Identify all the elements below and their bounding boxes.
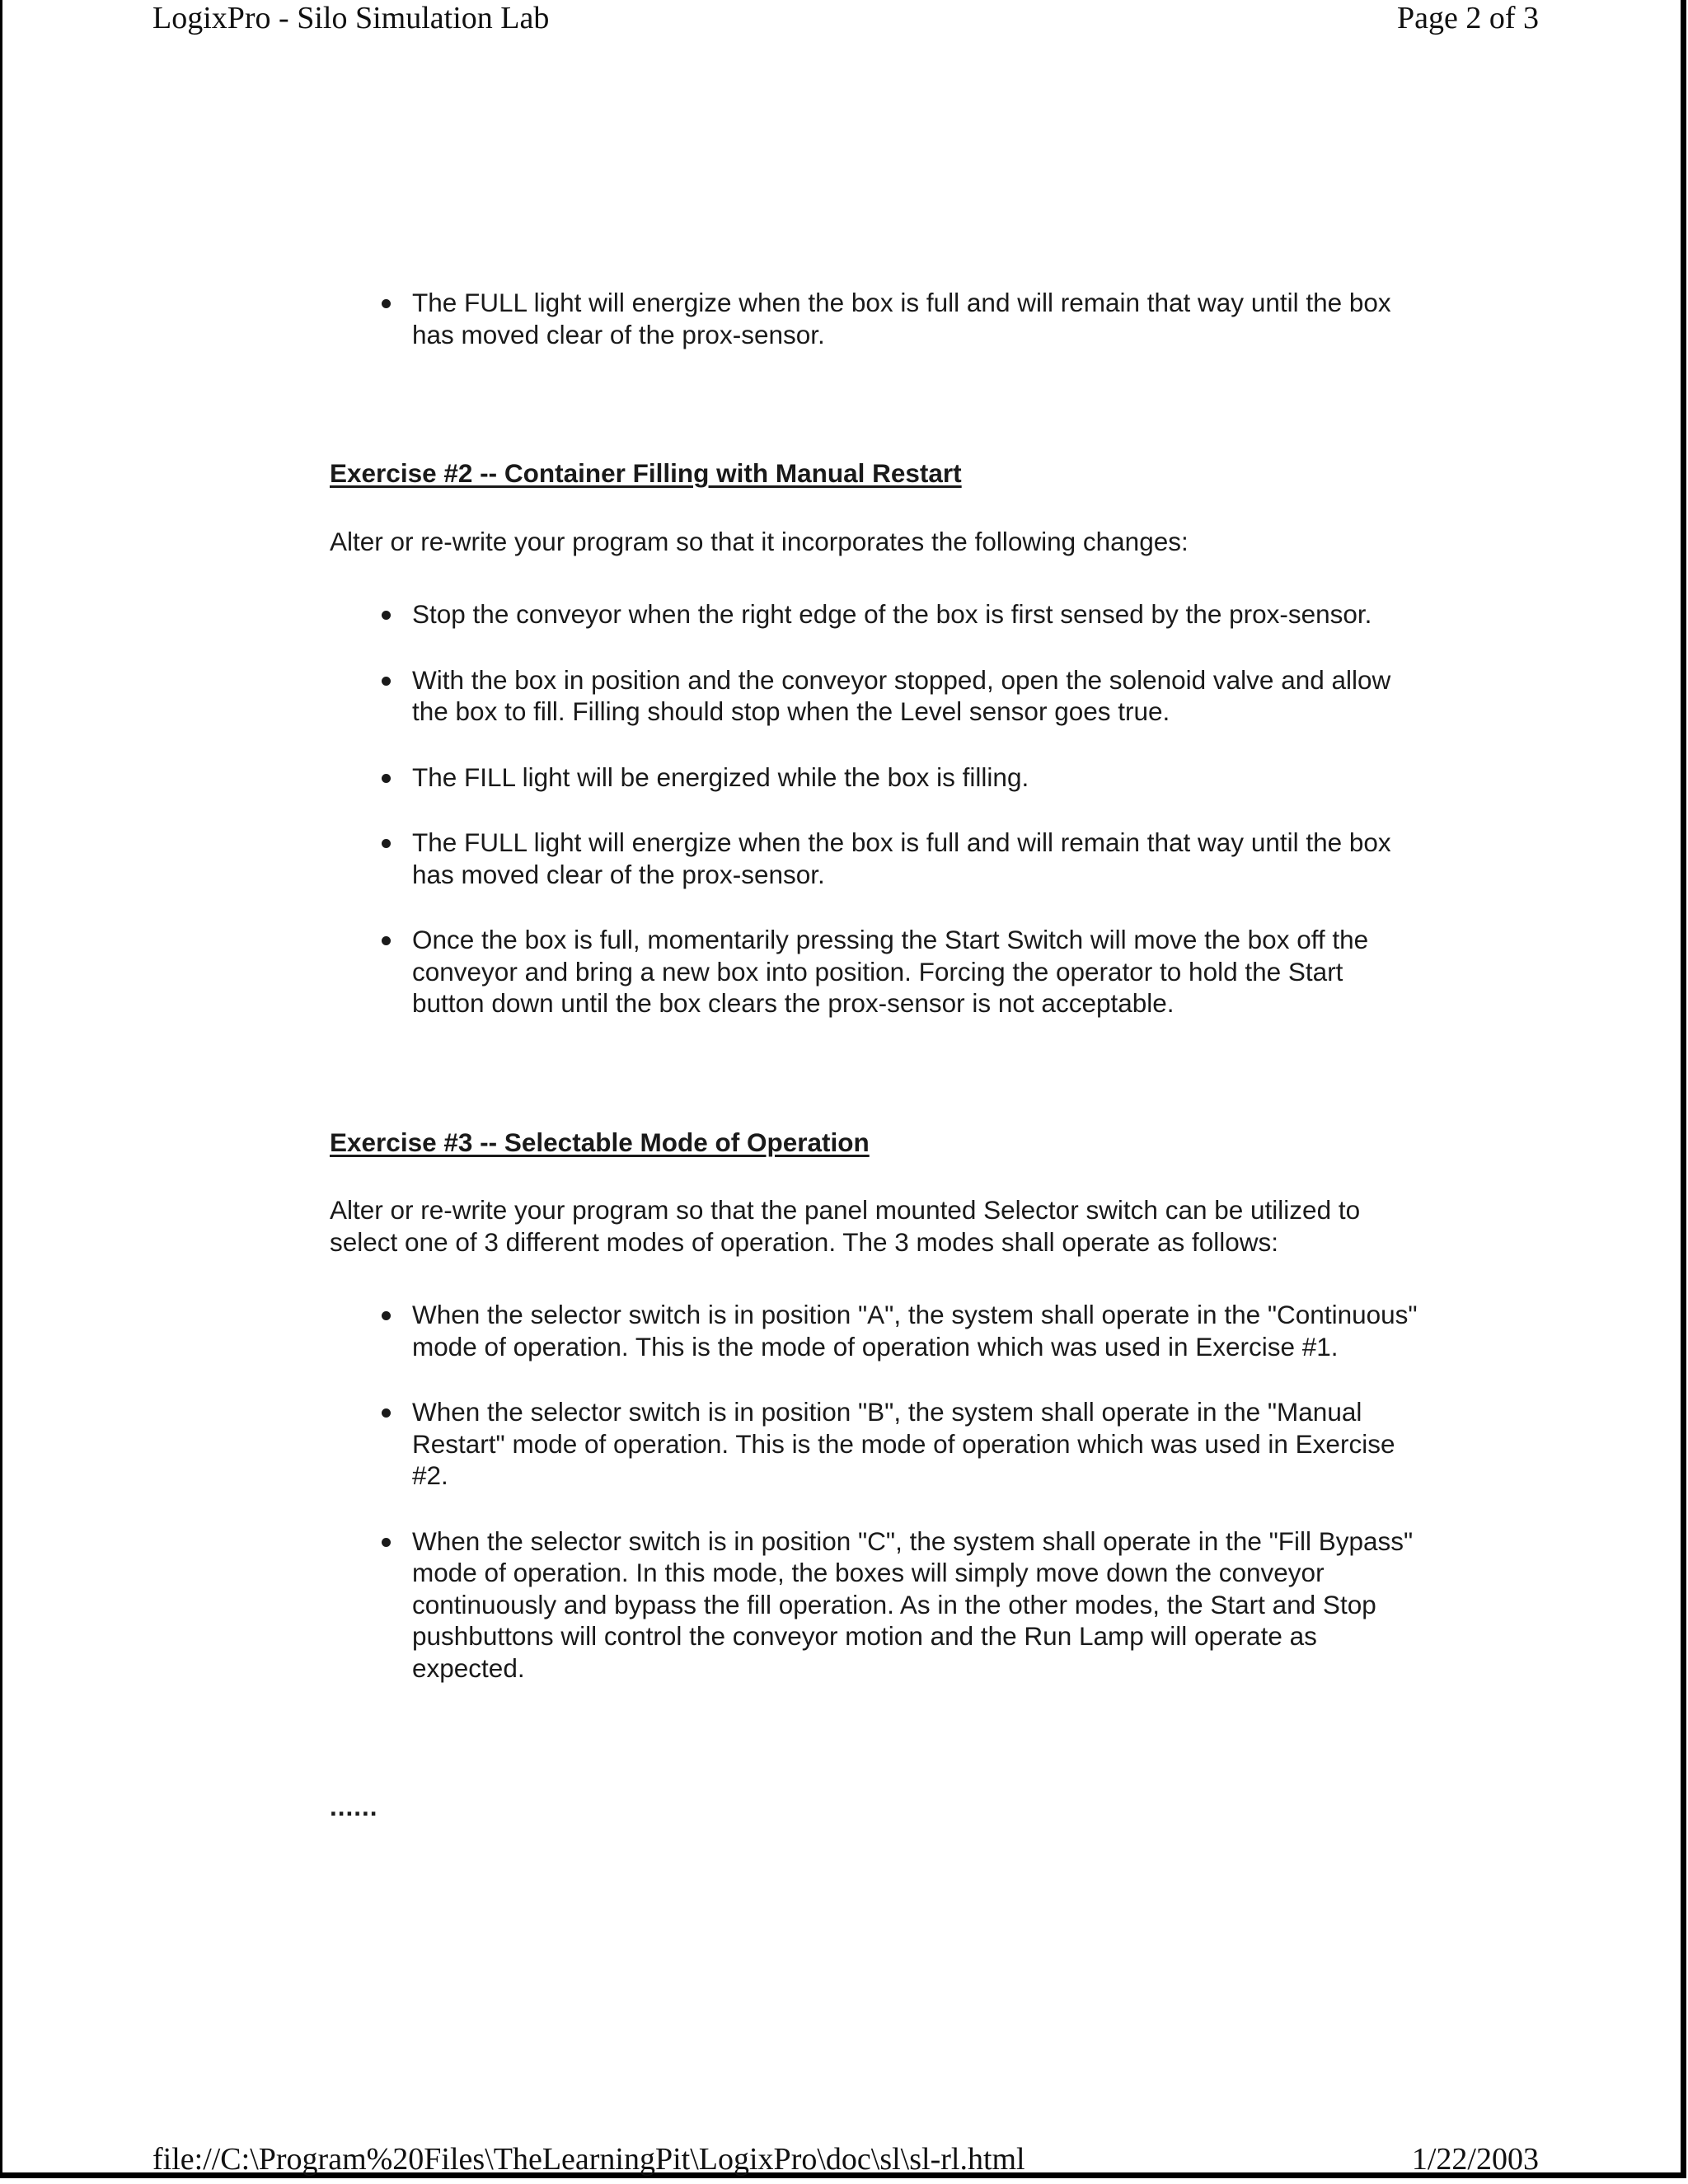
- list-item: With the box in position and the conveyor stopped, open the solenoid valve and allow the box to fill. Filling should stop when the Level sensor goes true.: [330, 664, 1418, 728]
- exercise2-heading: Exercise #2 -- Container Filling with Manual Restart: [330, 458, 962, 488]
- list-item: Once the box is full, momentarily pressing the Start Switch will move the box off the conveyor and bring a new box into position. Forcing the operator to hold the Start button down until the box clears the prox-sensor is not acceptable.: [330, 924, 1418, 1019]
- bullet-icon: [382, 299, 391, 308]
- list-item: The FULL light will energize when the box is full and will remain that way until the box has moved clear of the prox-sensor.: [330, 287, 1418, 350]
- bullet-icon: [382, 936, 391, 945]
- print-footer: [152, 2141, 1539, 2177]
- top-bullet-list: [330, 287, 1418, 350]
- exercise3-heading: Exercise #3 -- Selectable Mode of Operation: [330, 1127, 870, 1157]
- trailing-ellipsis: ......: [330, 1792, 378, 1821]
- exercise3-bullet-list: [330, 1299, 1418, 1684]
- bullet-icon: [382, 1408, 391, 1418]
- exercise2-intro: Alter or re-write your program so that it incorporates the following changes:: [330, 526, 1189, 556]
- list-item: Stop the conveyor when the right edge of the box is first sensed by the prox-sensor.: [330, 598, 1418, 630]
- bullet-icon: [382, 1538, 391, 1547]
- bullet-icon: [382, 774, 391, 783]
- bullet-icon: [382, 611, 391, 620]
- bullet-icon: [382, 1311, 391, 1320]
- print-date: 1/22/2003: [1411, 2142, 1539, 2177]
- document-title: LogixPro - Silo Simulation Lab: [152, 1, 550, 35]
- bullet-icon: [382, 839, 391, 848]
- exercise3-intro: Alter or re-write your program so that the panel mounted Selector switch can be utilized to select one of 3 different modes of operation. The 3 modes shall operate as follows:: [330, 1195, 1361, 1257]
- exercise2-bullet-list: [330, 598, 1418, 1019]
- print-header: [152, 0, 1539, 36]
- list-item: The FILL light will be energized while the box is filling.: [330, 762, 1418, 794]
- list-item: The FULL light will energize when the box is full and will remain that way until the box has moved clear of the prox-sensor.: [330, 827, 1418, 890]
- list-item: When the selector switch is in position "C", the system shall operate in the "Fill Bypass" mode of operation. In this mode, the boxes will simply move down the conveyor continuously and bypass the fill operation. As in the other modes, the Start and Stop pushbuttons will control the conveyor motion and the Run Lamp will operate as expected.: [330, 1526, 1418, 1685]
- file-path: file://C:\Program%20Files\TheLearningPit\LogixPro\doc\sl\sl-rl.html: [152, 2142, 1025, 2177]
- bullet-icon: [382, 677, 391, 686]
- list-item: When the selector switch is in position "A", the system shall operate in the "Continuous" mode of operation. This is the mode of operation which was used in Exercise #1.: [330, 1299, 1418, 1362]
- document-body: [330, 287, 1418, 1823]
- page-number: Page 2 of 3: [1396, 1, 1539, 35]
- list-item: When the selector switch is in position "B", the system shall operate in the "Manual Restart" mode of operation. This is the mode of operation which was used in Exercise #2.: [330, 1396, 1418, 1492]
